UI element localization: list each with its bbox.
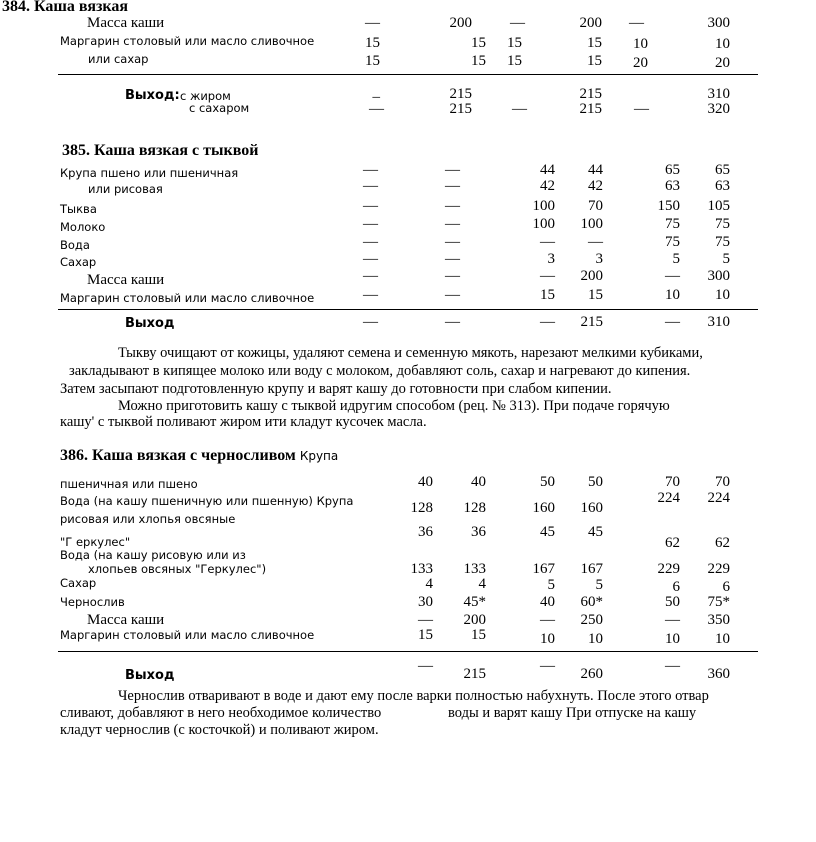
r385-row-value: — [363,268,378,284]
r384-margarine-v6: 10 [715,36,730,52]
r386-row-label: Маргарин столовый или масло сливочное [60,628,315,642]
r386-row-value: 350 [707,612,730,628]
r386-row-label: хлопьев овсяных "Геркулес") [88,562,267,576]
r384-sugar-v6: 20 [715,55,730,71]
r386-row-label: Сахар [60,576,97,590]
r385-yield-value: — [363,314,378,330]
r384-margarine-v5: 10 [633,36,648,52]
r384-yield-sugar-label: с сахаром [189,101,250,115]
r385-row-value: 63 [665,178,680,194]
r385-row-value: — [445,234,460,250]
r385-row-value: 100 [532,216,555,232]
r386-yield-value: — [418,658,433,674]
r386-row-value: 15 [418,627,433,643]
r386-row-value: — [540,612,555,628]
r386-row-value: 40 [540,594,555,610]
r386-row-label: рисовая или хлопья овсяные [60,512,236,526]
r385-row-value: 100 [532,198,555,214]
r386-row-label: Чернослив [60,595,125,609]
r385-row-value: — [363,234,378,250]
recipe-386-title-tail: Крупа [299,449,339,463]
r386-yield-value: 260 [580,666,603,682]
r386-row-value: 45 [540,524,555,540]
r386-row-label: Вода (на кашу рисовую или из [60,548,246,562]
r386-yield-value: 215 [463,666,486,682]
r386-row-value: 10 [588,631,603,647]
r386-row-value: — [665,612,680,628]
r385-row-value: — [445,162,460,178]
r384-margarine-v2: 15 [471,35,486,51]
r384-mass-v6: 300 [707,15,730,31]
r386-row-value: 10 [540,631,555,647]
r384-margarine-v4: 15 [587,35,602,51]
r386-row-value: 70 [665,474,680,490]
r385-row-value: — [363,178,378,194]
r386-row-value: 10 [665,631,680,647]
r386-yield-value: — [665,658,680,674]
r386-para-line2: сливают, добавляют в него необходимое количество [60,705,382,721]
r386-row-label: Вода (на кашу пшеничную или пшенную) Крупа [60,494,354,508]
r385-row-value: — [363,198,378,214]
r385-row-value: 70 [588,198,603,214]
r386-row-value: 200 [463,612,486,628]
r384-yield-label: Выход: [125,88,180,103]
r385-row-value: — [363,216,378,232]
r385-para-line5: кашу' с тыквой поливают жиром ити кладут кусочек масла. [60,414,427,430]
r385-row-value: 75 [665,216,680,232]
r386-row-value: 10 [715,631,730,647]
r384-sugar-label: или сахар [88,52,149,66]
r385-row-label: Тыква [60,202,97,216]
r386-row-value: 36 [418,524,433,540]
r384-sugar-v1: 15 [365,53,380,69]
r386-para-line3: кладут чернослив (с косточкой) и поливают жиром. [60,722,379,738]
r384-mass-v1: — [365,15,380,31]
r385-yield-value: — [540,314,555,330]
r386-row-value: 160 [532,500,555,516]
r386-row-value: 128 [463,500,486,516]
r386-row-value: 6 [722,579,730,595]
r385-row-value: 65 [715,162,730,178]
r385-row-value: — [363,287,378,303]
r384-sugar-v2: 15 [471,53,486,69]
r385-row-value: 10 [715,287,730,303]
r385-yield-value: 215 [580,314,603,330]
r386-yield-value: — [540,658,555,674]
r386-row-value: 160 [580,500,603,516]
r385-row-value: 44 [588,162,603,178]
r386-row-value: 50 [540,474,555,490]
r385-para-line4: Можно приготовить кашу с тыквой идругим способом (рец. № 313). При подаче горячую [118,398,670,414]
r385-yield-value: 310 [707,314,730,330]
recipe-385-title: 385. Каша вязкая с тыквой [62,142,259,159]
r386-row-value: 62 [665,535,680,551]
r386-row-label: "Г еркулес" [60,535,131,549]
r386-row-value: — [418,612,433,628]
r385-row-value: — [445,216,460,232]
r386-yield-label: Выход [125,668,175,683]
r385-para-line1: Тыкву очищают от кожицы, удаляют семена и семенную мякоть, нарезают мелкими кубиками, [118,345,703,361]
r385-row-value: 300 [707,268,730,284]
r384-yield-sugar-v2: 215 [449,101,472,117]
r384-margarine-label: Маргарин столовый или масло сливочное [60,34,315,48]
r384-yield-fat-label: с жиром [180,89,231,103]
r385-row-value: — [445,251,460,267]
r386-row-value: 224 [657,490,680,506]
r386-row-value: 167 [580,561,603,577]
r386-row-value: 40 [471,474,486,490]
r386-row-value: 70 [715,474,730,490]
r384-mass-label: Масса каши [87,15,165,31]
r384-yield-fat-v4: 310 [707,86,730,102]
r385-row-value: 42 [588,178,603,194]
r385-row-value: — [445,268,460,284]
r385-row-value: 100 [580,216,603,232]
r384-sugar-v3: 15 [507,53,522,69]
r385-row-value: 200 [580,268,603,284]
r385-row-value: 3 [595,251,603,267]
r386-row-value: 224 [707,490,730,506]
r384-yield-sugar-v3: — [512,101,527,117]
r386-row-value: 50 [588,474,603,490]
r385-row-value: 63 [715,178,730,194]
recipe-384-title: 384. Каша вязкая [2,0,129,15]
r386-row-value: 6 [672,579,680,595]
r385-row-value: 75 [715,234,730,250]
r385-row-label: Крупа пшено или пшеничная [60,166,239,180]
r386-row-value: 30 [418,594,433,610]
r384-divider [58,74,758,75]
r385-row-value: 75 [715,216,730,232]
r385-row-value: 5 [722,251,730,267]
r386-row-value: 133 [463,561,486,577]
r385-row-label: или рисовая [88,182,163,196]
r385-row-value: 65 [665,162,680,178]
r386-para-line1: Чернослив отваривают в воде и дают ему после варки полностью набухнуть. После этого отвар [118,688,709,704]
r385-row-value: 15 [588,287,603,303]
r384-yield-sugar-v1: — [369,101,384,117]
r386-row-label: пшеничная или пшено [60,477,198,491]
recipe-386-title: 386. Каша вязкая с черносливом [60,447,296,464]
r386-yield-value: 360 [707,666,730,682]
r386-row-value: 229 [707,561,730,577]
r386-para-line2b: воды и варят кашу При отпуске на кашу [448,705,697,721]
r384-sugar-v5: 20 [633,55,648,71]
r385-row-value: 42 [540,178,555,194]
r385-row-value: — [445,198,460,214]
r386-row-value: 40 [418,474,433,490]
r384-yield-sugar-v6: 320 [707,101,730,117]
r386-divider [58,651,758,652]
r386-row-value: 250 [580,612,603,628]
r385-row-value: — [540,234,555,250]
r386-row-value: 75* [707,594,730,610]
r386-row-value: 128 [410,500,433,516]
r385-row-value: 5 [672,251,680,267]
r385-divider [58,309,758,310]
r385-row-value: 3 [547,251,555,267]
r384-yield-fat-v3: 215 [579,86,602,102]
r385-row-value: — [665,268,680,284]
r386-row-value: 50 [665,594,680,610]
r384-yield-sugar-v4: 215 [579,101,602,117]
r384-mass-v5: — [629,15,644,31]
r385-row-value: — [445,178,460,194]
r386-row-value: 4 [478,576,486,592]
r386-row-value: 229 [657,561,680,577]
r386-row-value: 45 [588,524,603,540]
r385-row-value: 105 [707,198,730,214]
r386-row-value: 4 [425,576,433,592]
r386-row-value: 15 [471,627,486,643]
r385-yield-value: — [445,314,460,330]
r384-yield-sugar-v5: — [634,101,649,117]
r386-row-label: Масса каши [87,612,165,628]
r385-para-line2: закладывают в кипящее молоко или воду с молоком, добавляют соль, сахар и нагревают до кипения. [69,363,691,379]
r384-mass-v3: — [510,15,525,31]
r386-row-value: 133 [410,561,433,577]
r385-row-value: — [363,162,378,178]
r384-yield-fat-v1: _ [372,84,380,100]
r385-row-value: — [445,287,460,303]
r385-yield-label: Выход [125,316,175,331]
r384-mass-v4: 200 [579,15,602,31]
r386-row-value: 60* [580,594,603,610]
r385-para-line3: Затем засыпают подготовленную крупу и варят кашу до готовности при слабом кипении. [60,381,612,397]
r384-sugar-v4: 15 [587,53,602,69]
r384-margarine-v1: 15 [365,35,380,51]
r385-row-label: Молоко [60,220,106,234]
r385-row-label: Маргарин столовый или масло сливочное [60,291,315,305]
r385-row-value: — [588,234,603,250]
r385-row-value: 10 [665,287,680,303]
r386-row-value: 62 [715,535,730,551]
r386-row-value: 167 [532,561,555,577]
r384-margarine-v3: 15 [507,35,522,51]
recipe-386-heading [60,447,338,465]
r385-row-label: Масса каши [87,272,165,288]
r385-row-value: 150 [657,198,680,214]
r386-row-value: 5 [547,577,555,593]
r385-row-label: Вода [60,238,90,252]
r386-row-value: 36 [471,524,486,540]
r385-row-label: Сахар [60,255,97,269]
r385-row-value: — [363,251,378,267]
r386-row-value: 5 [595,577,603,593]
r385-row-value: 15 [540,287,555,303]
r384-yield-fat-v2: 215 [449,86,472,102]
r385-row-value: — [540,268,555,284]
r386-row-value: 45* [463,594,486,610]
r384-mass-v2: 200 [449,15,472,31]
r385-row-value: 44 [540,162,555,178]
r385-yield-value: — [665,314,680,330]
r385-row-value: 75 [665,234,680,250]
